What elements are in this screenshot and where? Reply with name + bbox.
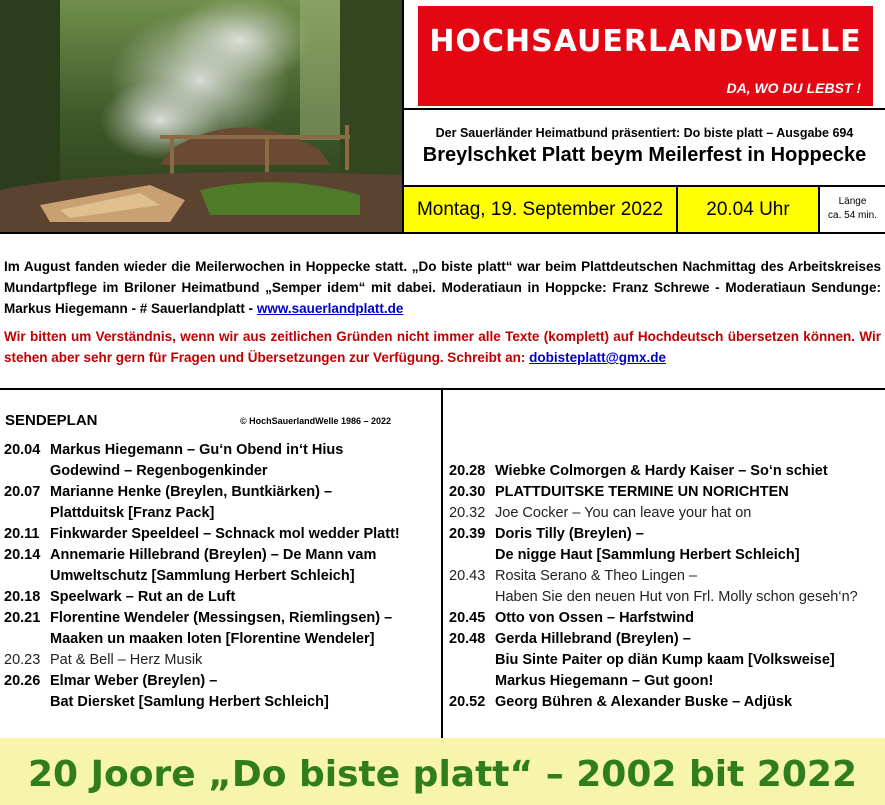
entry-time: 20.32	[449, 505, 486, 521]
entry-subtitle: Markus Hiegemann – Gut goon!	[495, 673, 714, 689]
entry-subtitle: Maaken un maaken loten [Florentine Wendeler]	[50, 631, 375, 647]
entry-title: Annemarie Hillebrand (Breylen) – De Mann vam	[50, 547, 377, 563]
entry-subtitle: Godewind – Regenbogenkinder	[50, 463, 268, 479]
entry-title: Markus Hiegemann – Gu‘n Obend in‘t Hius	[50, 442, 344, 458]
entry-time: 20.43	[449, 568, 486, 584]
schedule-entry	[4, 650, 202, 671]
episode-line: Der Sauerländer Heimatbund präsentiert: Do biste platt – Ausgabe 694	[435, 126, 854, 140]
station-logo	[418, 6, 873, 106]
intro-text: Im August fanden wieder die Meilerwochen in Hoppecke statt. „Do biste platt“ war beim Plattdeutschen Nachmittag des Arbeitskreises Mundartpflege im Briloner Heimatbund „Semper idem“ mit dabei. Moderatiaun in Hoppcke: Franz Schrewe - Moderatiaun Sendunge: Markus Hiegemann - # Sauerlandplatt -	[4, 259, 881, 316]
entry-subtitle: Bat Diersket [Samlung Herbert Schleich]	[50, 694, 329, 710]
entry-time: 20.23	[4, 652, 41, 668]
entry-time: 20.04	[4, 442, 41, 458]
entry-time: 20.48	[449, 631, 486, 647]
length-value: ca. 54 min.	[828, 210, 877, 221]
schedule-entry	[4, 524, 400, 545]
entry-time: 20.26	[4, 673, 41, 689]
entry-time: 20.07	[4, 484, 41, 500]
email-link[interactable]: dobisteplatt@gmx.de	[529, 350, 667, 365]
entry-title: Finkwarder Speeldeel – Schnack mol wedder Platt!	[50, 526, 400, 542]
broadcast-time: 20.04 Uhr	[678, 187, 820, 232]
entry-time: 20.18	[4, 589, 41, 605]
notice-paragraph	[4, 326, 881, 368]
header-divider	[0, 232, 885, 234]
schedule-entry	[449, 566, 858, 608]
entry-title: PLATTDUITSKE TERMINE UN NORICHTEN	[495, 484, 789, 500]
entry-title: Otto von Ossen – Harfstwind	[495, 610, 694, 626]
entry-title: Rosita Serano & Theo Lingen –	[495, 568, 698, 584]
entry-title: Doris Tilly (Breylen) –	[495, 526, 644, 542]
entry-subtitle: De nigge Haut [Sammlung Herbert Schleich]	[495, 547, 800, 563]
entry-title: Elmar Weber (Breylen) –	[50, 673, 218, 689]
entry-title: Wiebke Colmorgen & Hardy Kaiser – So‘n schiet	[495, 463, 828, 479]
broadcast-date: Montag, 19. September 2022	[404, 187, 678, 232]
entry-subtitle: Plattduitsk [Franz Pack]	[50, 505, 215, 521]
entry-subtitle: Haben Sie den neuen Hut von Frl. Molly schon geseh‘n?	[495, 589, 858, 605]
schedule-entry	[4, 482, 332, 524]
broadcast-row	[404, 187, 885, 232]
entry-title: Joe Cocker – You can leave your hat on	[495, 505, 752, 521]
footer-banner	[0, 738, 885, 805]
logo-slogan: DA, WO DU LEBST !	[726, 80, 861, 96]
schedule-entry	[449, 524, 800, 566]
entry-time: 20.30	[449, 484, 486, 500]
length-label: Länge	[838, 196, 867, 207]
schedule-entry	[4, 587, 235, 608]
schedule-entry	[4, 440, 343, 482]
entry-title: Georg Bühren & Alexander Buske – Adjüsk	[495, 694, 793, 710]
header-photo	[0, 0, 404, 232]
schedule-entry	[449, 629, 835, 692]
entry-time: 20.28	[449, 463, 486, 479]
notice-text: Wir bitten um Verständnis, wenn wir aus zeitlichen Gründen nicht immer alle Texte (komplett) auf Hochdeutsch übersetzen können. Wir stehen aber sehr gern für Fragen und Übersetzungen zur Verfügung. Schreibt an:	[4, 329, 881, 365]
logo-title: HOCHSAUERLANDWELLE	[429, 24, 862, 59]
entry-time: 20.39	[449, 526, 486, 542]
entry-title: Pat & Bell – Herz Musik	[50, 652, 203, 668]
schedule-entry	[449, 482, 789, 503]
entry-time: 20.14	[4, 547, 41, 563]
schedule-column-divider	[441, 390, 443, 738]
entry-title: Speelwark – Rut an de Luft	[50, 589, 236, 605]
entry-title: Florentine Wendeler (Messingsen, Riemlingsen) –	[50, 610, 393, 626]
entry-title: Marianne Henke (Breylen, Buntkiärken) –	[50, 484, 333, 500]
entry-time: 20.21	[4, 610, 41, 626]
entry-subtitle: Umweltschutz [Sammlung Herbert Schleich]	[50, 568, 355, 584]
entry-time: 20.45	[449, 610, 486, 626]
schedule-entry	[449, 461, 828, 482]
schedule-entry	[449, 503, 751, 524]
broadcast-length	[820, 187, 885, 232]
entry-title: Gerda Hillebrand (Breylen) –	[495, 631, 691, 647]
copyright: © HochSauerlandWelle 1986 – 2022	[240, 416, 392, 426]
logo-cell	[404, 0, 885, 110]
footer-text: 20 Joore „Do biste platt“ – 2002 bit 2022	[27, 754, 858, 795]
entry-time: 20.11	[4, 526, 40, 542]
schedule-entry	[4, 545, 376, 587]
entry-subtitle: Biu Sinte Paiter op diän Kump kaam [Volksweise]	[495, 652, 835, 668]
episode-title: Breylschket Platt beym Meilerfest in Hoppecke	[422, 144, 867, 166]
schedule-heading: SENDEPLAN	[5, 412, 98, 429]
website-link[interactable]: www.sauerlandplatt.de	[256, 301, 404, 316]
schedule-entry	[449, 692, 792, 713]
intro-paragraph	[4, 256, 881, 319]
schedule-entry	[4, 608, 392, 650]
episode-info	[404, 110, 885, 187]
schedule-entry	[4, 671, 329, 713]
entry-time: 20.52	[449, 694, 486, 710]
schedule-entry	[449, 608, 694, 629]
